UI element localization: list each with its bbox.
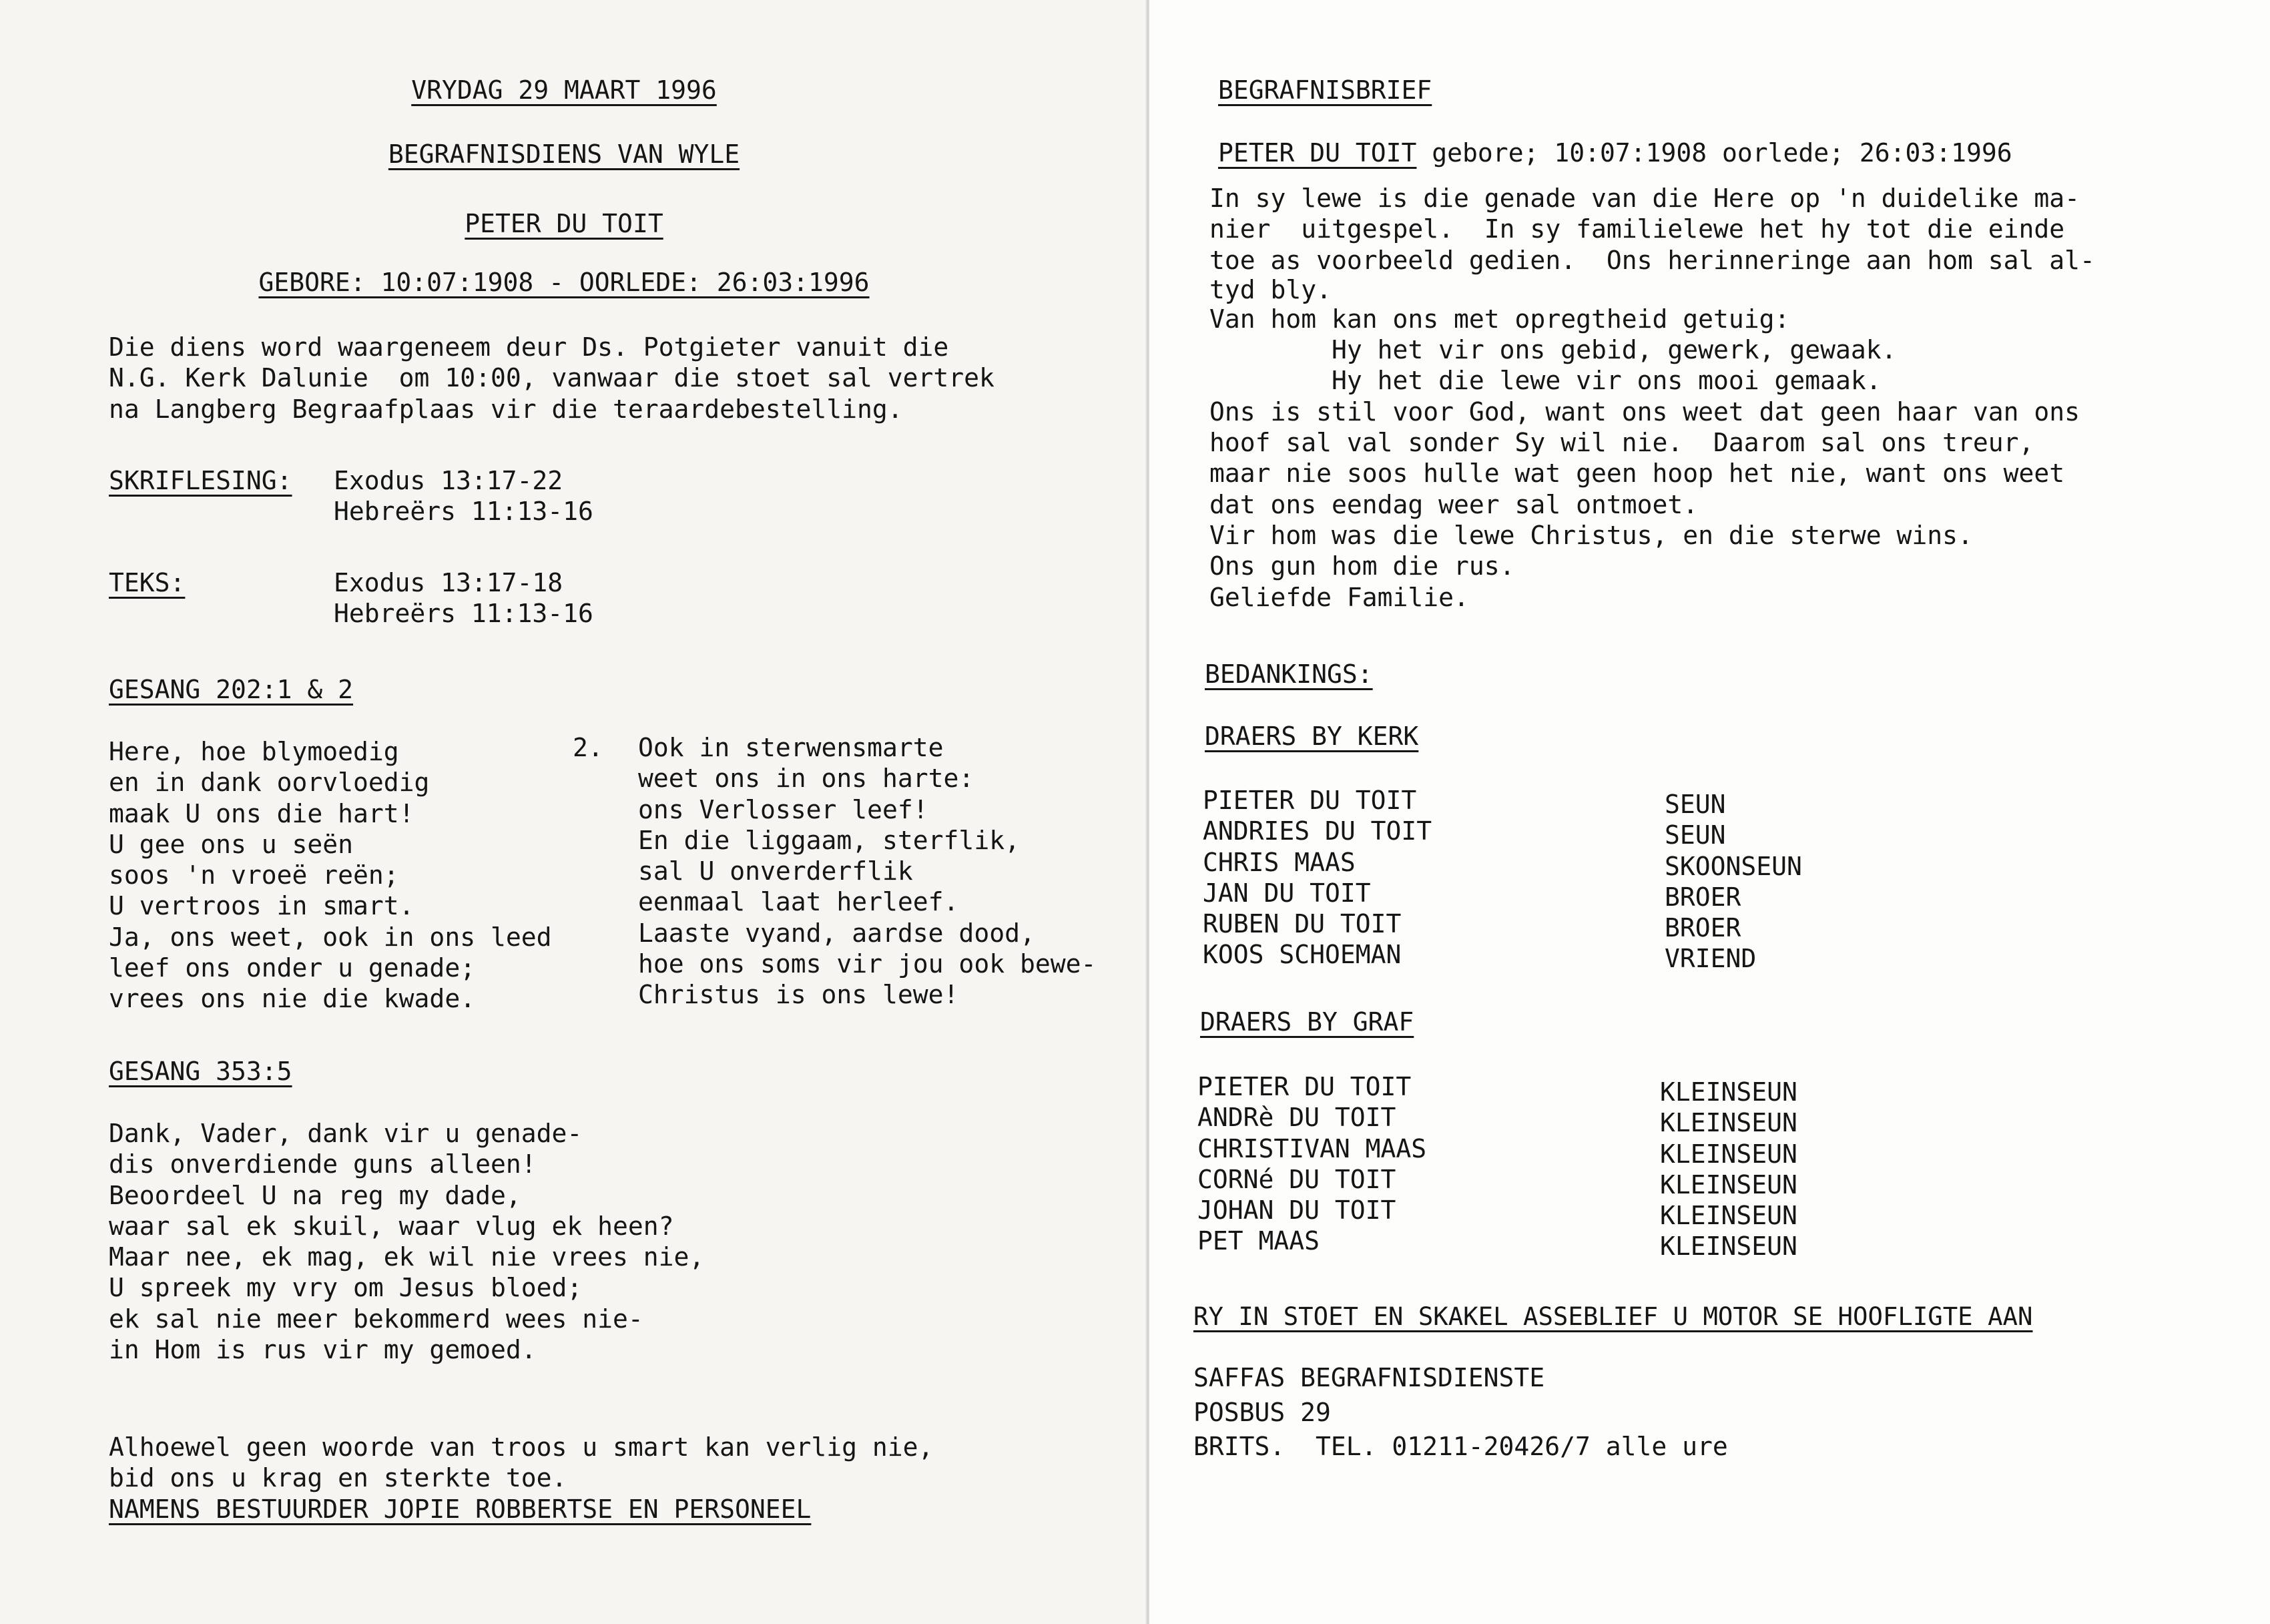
undertaker-details	[1193, 1362, 1728, 1462]
bearer-relation: SEUN	[1665, 790, 1726, 819]
bearer-name: JOHAN DU TOIT	[1197, 1195, 1396, 1226]
verse-line: ons Verlosser leef!	[638, 794, 928, 824]
letter-line: Ons is stil voor God, want ons weet dat geen haar van ons	[1209, 396, 2080, 427]
letter-line: Hy het vir ons gebid, gewerk, gewaak.	[1209, 335, 1897, 365]
bearer-relation: VRIEND	[1665, 944, 1757, 974]
verse-line: Ook in sterwensmarte	[638, 733, 944, 762]
undertaker-address: POSBUS 29	[1193, 1398, 1331, 1427]
bearer-name: PET MAAS	[1197, 1226, 1320, 1256]
birth-death-dates: GEBORE: 10:07:1908 - OORLEDE: 26:03:1996	[258, 268, 870, 297]
verse-line: eenmaal laat herleef.	[638, 887, 959, 917]
grave-bearers-relations	[1660, 1077, 1797, 1262]
bearer-name: CHRISTIVAN MAAS	[1197, 1133, 1427, 1163]
skriflesing-label: SKRIFLESING:	[109, 466, 292, 495]
bearer-name: PIETER DU TOIT	[1203, 786, 1417, 815]
condolence-line: bid ons u krag en sterkte toe.	[109, 1463, 567, 1493]
gesang-353-verse	[109, 1118, 704, 1365]
verse-line: waar sal ek skuil, waar vlug ek heen?	[109, 1211, 674, 1241]
letter-line: Ons gun hom die rus.	[1209, 551, 1515, 581]
intro-line: na Langberg Begraafplaas vir die teraardebestelling.	[109, 394, 903, 424]
bearer-relation: BROER	[1665, 882, 1741, 912]
service-date: VRYDAG 29 MAART 1996	[411, 75, 717, 105]
verse-line: vrees ons nie die kwade.	[109, 984, 476, 1014]
bearer-name: CHRIS MAAS	[1203, 847, 1356, 877]
bearer-name: ANDRIES DU TOIT	[1203, 816, 1432, 846]
verse-number: 2.	[573, 733, 603, 762]
intro-line: Die diens word waargeneem deur Ds. Potgieter vanuit die	[109, 332, 949, 362]
letter-line: toe as voorbeeld gedien. Ons herinneringe aan hom sal al-	[1209, 245, 2095, 275]
condolence-message	[109, 1432, 933, 1525]
letter-line: In sy lewe is die genade van die Here op 'n duidelike ma-	[1209, 184, 2080, 213]
verse-line: Ja, ons weet, ook in ons leed	[109, 922, 552, 952]
letter-line: dat ons eendag weer sal ontmoet.	[1209, 489, 1699, 519]
letter-deceased-name: PETER DU TOIT	[1218, 138, 1417, 168]
gesang-202-verse-2	[638, 732, 1096, 1011]
condolence-signature: NAMENS BESTUURDER JOPIE ROBBERTSE EN PERSONEEL	[109, 1494, 812, 1524]
grave-bearers-names	[1197, 1071, 1426, 1257]
verse-line: Dank, Vader, dank vir u genade-	[109, 1119, 583, 1148]
letter-body	[1209, 183, 2095, 613]
gesang-202-title: GESANG 202:1 & 2	[109, 675, 354, 704]
verse-line: Laaste vyand, aardse dood,	[638, 918, 1035, 948]
undertaker-phone: BRITS. TEL. 01211-20426/7 alle ure	[1193, 1432, 1728, 1461]
teks-label: TEKS:	[109, 568, 186, 597]
reading-line: Hebreërs 11:13-16	[334, 599, 593, 629]
verse-line: Beoordeel U na reg my dade,	[109, 1180, 521, 1210]
letter-line: hoof sal val sonder Sy wil nie. Daarom sal ons treur,	[1209, 428, 2034, 458]
letter-heading: BEGRAFNISBRIEF	[1218, 75, 1432, 105]
bearer-name: ANDRè DU TOIT	[1197, 1103, 1396, 1133]
reading-line: Hebreërs 11:13-16	[334, 497, 593, 527]
verse-line: sal U onverderflik	[638, 856, 913, 886]
verse-line: Here, hoe blymoedig	[109, 737, 399, 766]
bearer-relation: BROER	[1665, 913, 1741, 943]
right-page	[1149, 0, 2270, 1624]
verse-line: en in dank oorvloedig	[109, 768, 430, 798]
letter-dates: gebore; 10:07:1908 oorlede; 26:03:1996	[1416, 138, 2012, 168]
undertaker-name: SAFFAS BEGRAFNISDIENSTE	[1193, 1363, 1545, 1392]
reading-line: Exodus 13:17-22	[334, 466, 563, 495]
bearer-relation: KLEINSEUN	[1660, 1139, 1797, 1169]
service-title: BEGRAFNISDIENS VAN WYLE	[388, 140, 740, 169]
verse-line: U spreek my vry om Jesus bloed;	[109, 1273, 583, 1303]
service-intro	[109, 332, 995, 425]
deceased-name: PETER DU TOIT	[465, 209, 663, 238]
verse-line: Christus is ons lewe!	[638, 980, 959, 1010]
verse-line: Maar nee, ek mag, ek wil nie vrees nie,	[109, 1242, 705, 1272]
verse-line: dis onverdiende guns alleen!	[109, 1149, 537, 1179]
skriflesing-readings	[334, 465, 593, 527]
bearer-name: CORNé DU TOIT	[1197, 1164, 1396, 1194]
verse-line: weet ons in ons harte:	[638, 764, 974, 794]
bearer-relation: KLEINSEUN	[1660, 1077, 1797, 1107]
verse-line: U vertroos in smart.	[109, 891, 414, 921]
reading-line: Exodus 13:17-18	[334, 568, 563, 597]
bearer-relation: SKOONSEUN	[1665, 851, 1802, 881]
verse-line: En die liggaam, sterflik,	[638, 825, 1020, 855]
headlights-notice: RY IN STOET EN SKAKEL ASSEBLIEF U MOTOR SE HOOFLIGTE AAN	[1193, 1302, 2033, 1331]
gesang-202-verse-1	[109, 736, 551, 1015]
verse-line: ek sal nie meer bekommerd wees nie-	[109, 1304, 643, 1334]
letter-line: Vir hom was die lewe Christus, en die sterwe wins.	[1209, 520, 1973, 550]
letter-dates-line	[1218, 138, 2012, 168]
bearer-name: RUBEN DU TOIT	[1203, 909, 1402, 939]
bearer-name: JAN DU TOIT	[1203, 878, 1371, 908]
bearer-name: KOOS SCHOEMAN	[1203, 940, 1402, 970]
church-bearers-relations	[1665, 789, 1802, 975]
bearer-relation: KLEINSEUN	[1660, 1232, 1797, 1262]
bearer-relation: KLEINSEUN	[1660, 1169, 1797, 1199]
letter-line: Van hom kan ons met opregtheid getuig:	[1209, 304, 1790, 334]
letter-line: Hy het die lewe vir ons mooi gemaak.	[1209, 366, 1882, 396]
bearer-relation: KLEINSEUN	[1660, 1108, 1797, 1138]
church-bearers-title: DRAERS BY KERK	[1205, 722, 1419, 751]
bearer-relation: SEUN	[1665, 820, 1726, 850]
letter-line: Geliefde Familie.	[1209, 582, 1469, 612]
verse-line: soos 'n vroeë reën;	[109, 860, 399, 890]
verse-line: hoe ons soms vir jou ook bewe-	[638, 949, 1097, 979]
bearer-relation: KLEINSEUN	[1660, 1201, 1797, 1231]
verse-line: leef ons onder u genade;	[109, 953, 476, 983]
verse-line: maak U ons die hart!	[109, 798, 414, 828]
condolence-line: Alhoewel geen woorde van troos u smart kan verlig nie,	[109, 1432, 934, 1462]
intro-line: N.G. Kerk Dalunie om 10:00, vanwaar die stoet sal vertrek	[109, 363, 995, 393]
bearer-name: PIETER DU TOIT	[1197, 1072, 1412, 1101]
letter-line: tyd bly.	[1209, 274, 1332, 304]
letter-line: nier uitgespel. In sy familielewe het hy tot die einde	[1209, 214, 2065, 244]
gesang-353-title: GESANG 353:5	[109, 1057, 292, 1086]
teks-readings	[334, 567, 593, 629]
verse-line: U gee ons u seën	[109, 829, 354, 859]
letter-line: maar nie soos hulle wat geen hoop het nie, want ons weet	[1209, 459, 2065, 489]
church-bearers-names	[1203, 785, 1432, 971]
grave-bearers-title: DRAERS BY GRAF	[1200, 1007, 1414, 1037]
verse-line: in Hom is rus vir my gemoed.	[109, 1335, 537, 1365]
thanks-heading: BEDANKINGS:	[1205, 659, 1373, 689]
